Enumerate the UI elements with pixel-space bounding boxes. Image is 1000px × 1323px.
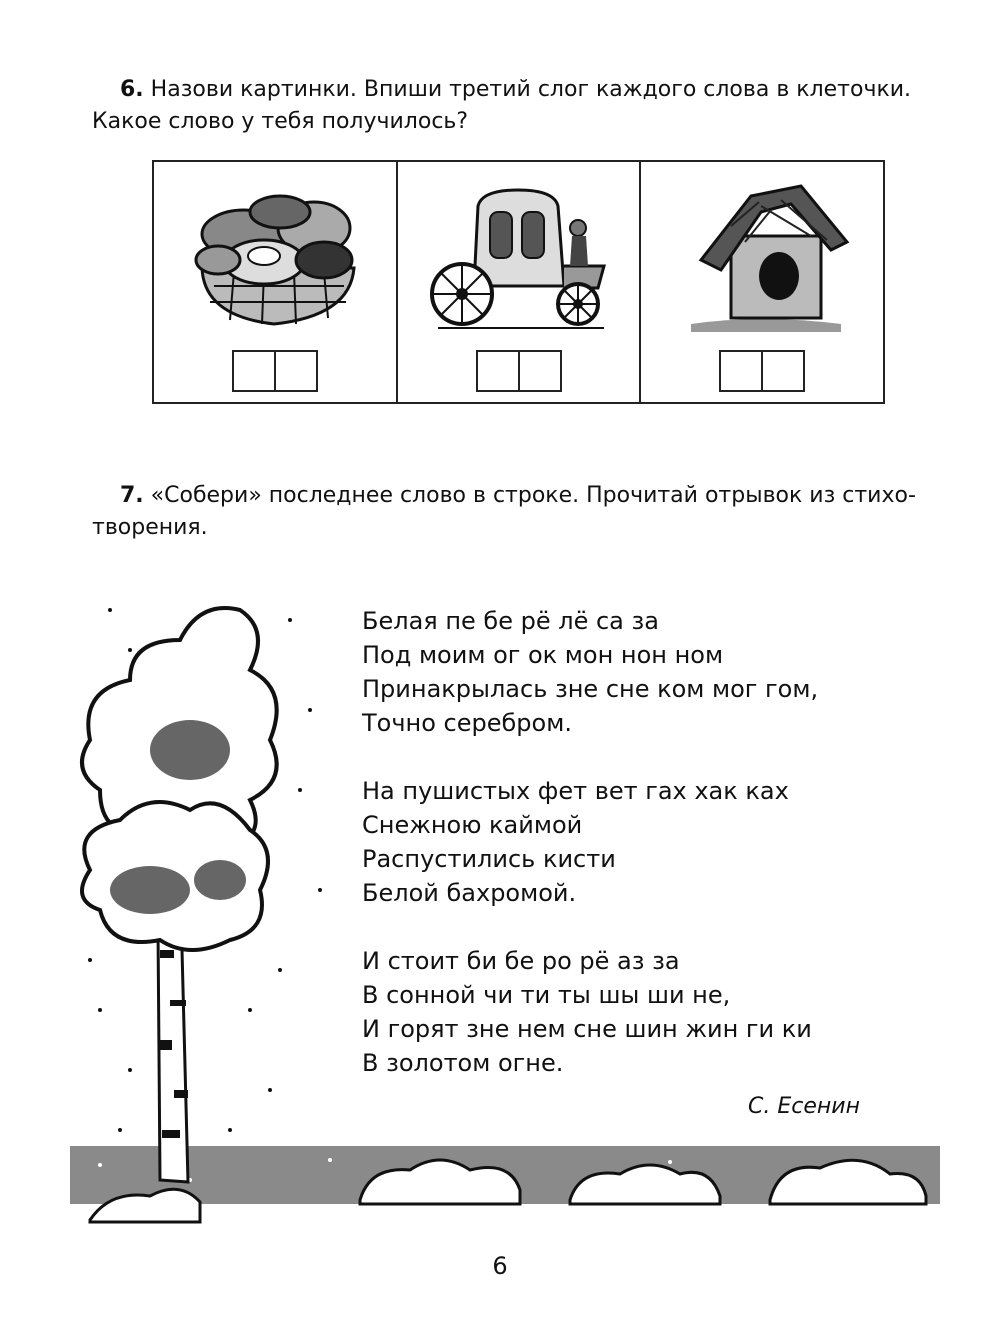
doghouse-icon xyxy=(661,176,865,336)
syllable-boxes-3[interactable] xyxy=(719,350,805,392)
syllable-cell[interactable] xyxy=(763,352,803,390)
poem-stanza-2 xyxy=(362,774,882,910)
page-number: 6 xyxy=(492,1252,508,1280)
syllable-cell[interactable] xyxy=(520,352,560,390)
poem xyxy=(362,604,882,1114)
syllable-boxes-1[interactable] xyxy=(232,350,318,392)
syllable-cell[interactable] xyxy=(234,352,276,390)
syllable-cell[interactable] xyxy=(478,352,520,390)
poem-stanza-1 xyxy=(362,604,882,740)
poem-line: В золотом огне. xyxy=(362,1049,564,1077)
poem-stanza-3 xyxy=(362,944,882,1080)
carriage-icon xyxy=(418,176,622,336)
syllable-cell[interactable] xyxy=(276,352,316,390)
syllable-cell[interactable] xyxy=(721,352,763,390)
bread-basket-icon xyxy=(174,176,378,336)
task-7-instructions xyxy=(92,480,962,544)
task-7-line-2: творения. xyxy=(92,515,208,540)
task-6-line-2: Какое слово у тебя получилось? xyxy=(92,109,469,134)
task-6-line-1: Назови картинки. Впиши третий слог каждого слова в клеточки. xyxy=(150,77,912,102)
picture-cell-3 xyxy=(641,162,883,402)
poem-line: В сонной чи ти ты шы ши не, xyxy=(362,981,731,1009)
task-6-instructions xyxy=(92,74,972,138)
poem-author: С. Есенин xyxy=(748,1094,860,1119)
poem-line: И стоит би бе ро рё аз за xyxy=(362,947,680,975)
poem-line: Принакрылась зне сне ком мог гом, xyxy=(362,675,819,703)
poem-line: Точно серебром. xyxy=(362,709,572,737)
poem-line: На пушистых фет вет гах хак ках xyxy=(362,777,789,805)
picture-cell-1 xyxy=(154,162,398,402)
poem-line: Снежною каймой xyxy=(362,811,583,839)
pictures-table xyxy=(152,160,885,404)
poem-line: Распустились кисти xyxy=(362,845,616,873)
syllable-boxes-2[interactable] xyxy=(476,350,562,392)
poem-line: Белой бахромой. xyxy=(362,879,577,907)
poem-line: И горят зне нем сне шин жин ги ки xyxy=(362,1015,812,1043)
picture-cell-2 xyxy=(398,162,642,402)
task-7-number: 7. xyxy=(120,483,144,508)
poem-line: Белая пе бе рё лё са за xyxy=(362,607,659,635)
task-6-number: 6. xyxy=(120,77,144,102)
task-7-line-1: «Собери» последнее слово в строке. Прочитай отрывок из стихо- xyxy=(150,483,916,508)
poem-line: Под моим ог ок мон нон ном xyxy=(362,641,724,669)
